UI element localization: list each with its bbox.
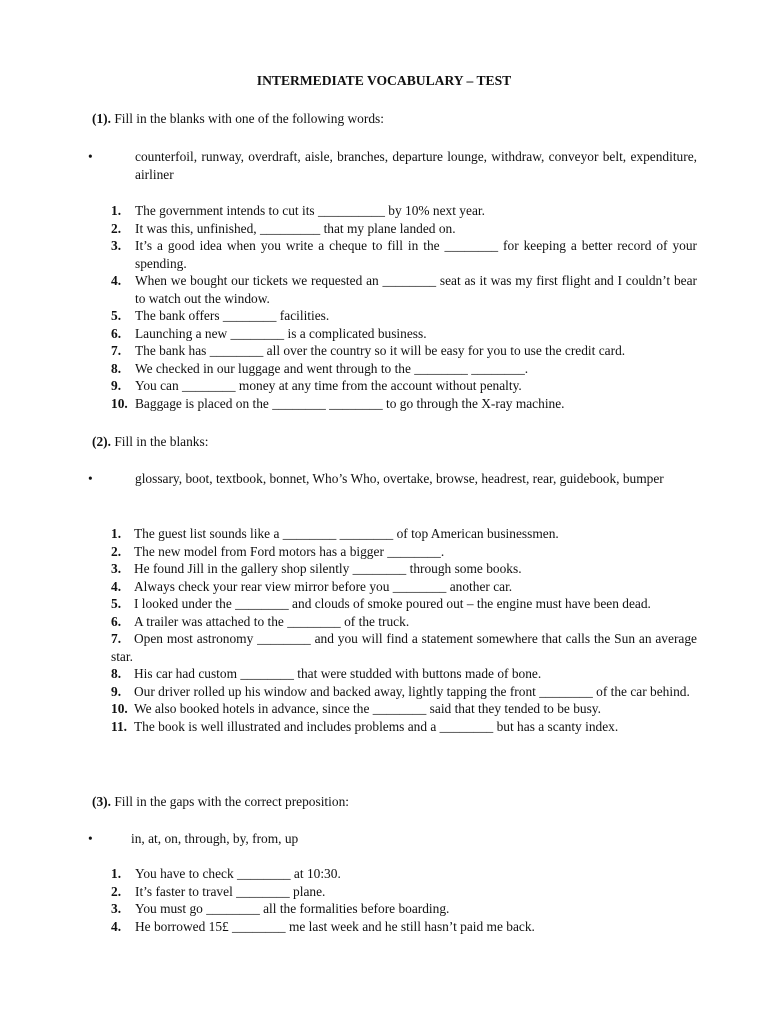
list-item: 8. We checked in our luggage and went through to the ________ ________.: [111, 360, 529, 376]
section-1-items: [111, 202, 697, 412]
list-item: 1. You have to check ________ at 10:30.: [111, 866, 341, 881]
list-item: 1. The guest list sounds like a ________ ________ of top American businessmen.: [111, 526, 559, 541]
page-title: INTERMEDIATE VOCABULARY – TEST: [256, 73, 512, 88]
section-3-heading: [92, 793, 349, 811]
section-2-instruction: Fill in the blanks:: [110, 434, 209, 449]
list-item: 4. He borrowed 15£ ________ me last week and he still hasn’t paid me back.: [111, 918, 535, 934]
section-3-instruction: Fill in the gaps with the correct preposition:: [110, 794, 349, 809]
list-item: 3. It’s a good idea when you write a cheque to fill in the ________ for keeping a better record of your spending.: [111, 238, 697, 271]
list-item: 2. The new model from Ford motors has a bigger ________.: [111, 543, 445, 559]
list-item: 8. His car had custom ________ that were studded with buttons made of bone.: [111, 666, 542, 681]
list-item: 7. The bank has ________ all over the country so it will be easy for you to use the credit card.: [111, 343, 626, 358]
list-item: 5. The bank offers ________ facilities.: [111, 308, 330, 323]
list-item: 11. The book is well illustrated and includes problems and a ________ but has a scanty index.: [111, 718, 619, 734]
list-item: 4. Always check your rear view mirror before you ________ another car.: [111, 578, 513, 594]
section-1-number: (1).: [92, 111, 111, 126]
list-item: 10. We also booked hotels in advance, since the ________ said that they tended to be busy.: [111, 701, 601, 716]
section-3-word-list: in, at, on, through, by, from, up: [131, 831, 299, 846]
list-item: 1. The government intends to cut its __________ by 10% next year.: [111, 203, 485, 218]
bullet-icon: •: [88, 831, 93, 846]
list-item: 7. Open most astronomy ________ and you will find a statement somewhere that calls the Sun an average star.: [111, 631, 697, 664]
list-item: 6. Launching a new ________ is a complicated business.: [111, 325, 427, 341]
bullet-icon: •: [88, 471, 93, 486]
bullet-icon: •: [88, 149, 93, 164]
section-3-items: [111, 865, 697, 935]
list-item: 9. You can ________ money at any time from the account without penalty.: [111, 378, 522, 393]
section-1-word-list: counterfoil, runway, overdraft, aisle, branches, departure lounge, withdraw, conveyor belt, expenditure, airliner: [135, 149, 697, 182]
list-item: 2. It’s faster to travel ________ plane.: [111, 883, 326, 899]
list-item: 5. I looked under the ________ and clouds of smoke poured out – the engine must have been dead.: [111, 596, 651, 611]
list-item: 6. A trailer was attached to the ________ of the truck.: [111, 613, 410, 629]
list-item: 3. You must go ________ all the formalities before boarding.: [111, 901, 450, 916]
list-item: 4. When we bought our tickets we requested an ________ seat as it was my first flight and I couldn’t bear to watch out the window.: [111, 273, 697, 306]
section-3-number: (3).: [92, 794, 111, 809]
section-1-heading: [92, 110, 384, 128]
section-2-heading: [92, 433, 208, 451]
list-item: 9. Our driver rolled up his window and backed away, lightly tapping the front ________ of the car behind.: [111, 683, 690, 699]
list-item: 3. He found Jill in the gallery shop silently ________ through some books.: [111, 561, 522, 576]
list-item: 10. Baggage is placed on the ________ ________ to go through the X-ray machine.: [111, 395, 565, 411]
list-item: 2. It was this, unfinished, _________ that my plane landed on.: [111, 220, 456, 236]
section-2-word-list: glossary, boot, textbook, bonnet, Who’s Who, overtake, browse, headrest, rear, guidebook, bumper: [135, 471, 664, 486]
section-2-items: [111, 525, 697, 735]
section-1-instruction: Fill in the blanks with one of the following words:: [110, 111, 384, 126]
section-2-number: (2).: [92, 434, 111, 449]
